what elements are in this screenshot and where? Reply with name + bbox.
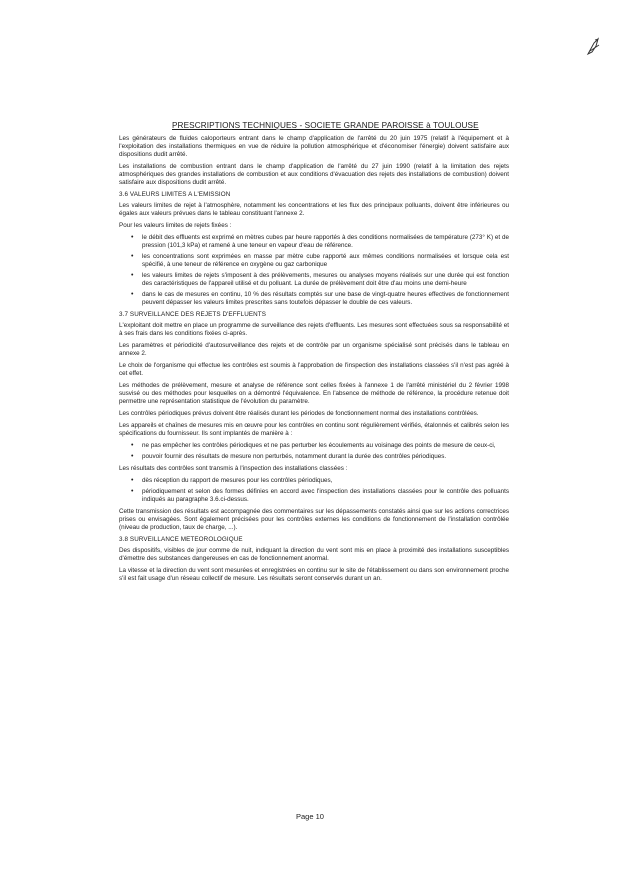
section-heading-3-8: 3.8 SURVEILLANCE METEOROLOGIQUE	[119, 536, 243, 543]
bullet-list	[119, 477, 509, 504]
paragraph: Les installations de combustion entrant dans le champ d'application de l'arrêté du 27 juin 1990 (relatif à la limitation des rejets atmosphériques des grandes installations de combustion et aux conditions d'évacuation des rejets des installations de combustion) doivent satisfaire aux dispositions dudit arrêté.	[119, 163, 509, 186]
section-heading-3-7: 3.7 SURVEILLANCE DES REJETS D'EFFLUENTS	[119, 311, 267, 318]
list-item: • les valeurs limites de rejets s'imposent à des prélèvements, mesures ou analyses moyens réalisés sur une durée qui est fonction des caractéristiques de l'appareil utilisé et du polluant. La durée de prélèvement doit être d'au moins une demi-heure	[142, 272, 509, 288]
paragraph: Les contrôles périodiques prévus doivent être réalisés durant les périodes de fonctionnement normal des installations contrôlées.	[119, 410, 479, 417]
page-number: Page 10	[296, 812, 324, 821]
list-item: • dans le cas de mesures en continu, 10 % des résultats comptés sur une base de vingt-quatre heures effectives de fonctionnement peuvent dépasser les valeurs limites prescrites sans toutefois dépasser le double de ces valeurs.	[142, 291, 509, 307]
paragraph: Les paramètres et périodicité d'autosurveillance des rejets et de contrôle par un organisme spécialisé sont précisés dans le tableau en annexe 2.	[119, 342, 509, 357]
list-item: • dès réception du rapport de mesures pour les contrôles périodiques,	[142, 477, 509, 485]
paragraph: L'exploitant doit mettre en place un programme de surveillance des rejets d'effluents. Les mesures sont effectuées sous sa responsabilité et à ses frais dans les conditions fixées ci-après.	[119, 322, 509, 337]
list-item: • les concentrations sont exprimées en masse par mètre cube rapporté aux mêmes conditions normalisées et lorsque cela est spécifié, à une teneur de référence en oxygène ou gaz carbonique	[142, 253, 509, 269]
paragraph: Des dispositifs, visibles de jour comme de nuit, indiquant la direction du vent sont mis en place à proximité des installations susceptibles d'émettre des substances dangereuses en cas de fonctionnement anormal.	[119, 547, 509, 562]
paragraph: Cette transmission des résultats est accompagnée des commentaires sur les dépassements constatés ainsi que sur les actions correctrices prises ou envisagées. Sont également précisées pour les contrôles externes les conditions de fonctionnement de l'installation contrôlée (niveau de production, taux de charge, ...).	[119, 508, 509, 531]
list-item: • pouvoir fournir des résultats de mesure non perturbés, notamment durant la durée des contrôles périodiques.	[142, 453, 509, 461]
paragraph: Les appareils et chaînes de mesures mis en œuvre pour les contrôles en continu sont régulièrement vérifiés, étalonnés et calibrés selon les spécifications du fournisseur. Ils sont implantés de manière à :	[119, 422, 509, 437]
page-header-title: PRESCRIPTIONS TECHNIQUES - SOCIETE GRANDE PAROISSE à TOULOUSE	[172, 121, 479, 130]
bullet-list	[119, 442, 509, 461]
paragraph: Les résultats des contrôles sont transmis à l'inspection des installations classées :	[119, 465, 348, 472]
paragraph: Pour les valeurs limites de rejets fixées :	[119, 222, 232, 229]
list-item: • le débit des effluents est exprimé en mètres cubes par heure rapportés à des conditions normalisées de température (273° K) et de pression (101,3 kPa) et ramené à une teneur en vapeur d'eau de référence.	[142, 234, 509, 250]
paragraph: Les méthodes de prélèvement, mesure et analyse de référence sont celles fixées à l'annexe 1 de l'arrêté ministériel du 2 février 1998 susvisé ou des méthodes pour lesquelles on a démontré l'équivalence. En l'absence de méthode de référence, la procédure retenue doit permettre une représentation statistique de l'évolution du paramètre.	[119, 382, 509, 405]
paragraph: Le choix de l'organisme qui effectue les contrôles est soumis à l'approbation de l'inspection des installations classées s'il n'est pas agréé à cet effet.	[119, 362, 509, 377]
list-item: • ne pas empêcher les contrôles périodiques et ne pas perturber les écoulements au voisinage des points de mesure de ceux-ci,	[142, 442, 509, 450]
paragraph: Les générateurs de fluides caloporteurs entrant dans le champ d'application de l'arrêté du 20 juin 1975 (relatif à l'équipement et à l'exploitation des installations thermiques en vue de réduire la pollution atmosphérique et d'économiser l'énergie) doivent satisfaire aux dispositions dudit arrêté.	[119, 135, 509, 158]
section-heading-3-6: 3.6 VALEURS LIMITES A L'EMISSION	[119, 191, 231, 198]
list-item: • périodiquement et selon des formes définies en accord avec l'inspection des installations classées pour le contrôle des polluants indiqués au paragraphe 3.6.ci-dessus.	[142, 488, 509, 504]
paragraph: Les valeurs limites de rejet à l'atmosphère, notamment les concentrations et les flux des principaux polluants, doivent être inférieures ou égales aux valeurs prévues dans le tableau constituant l'annexe 2.	[119, 202, 509, 217]
document-body	[119, 135, 509, 587]
paragraph: La vitesse et la direction du vent sont mesurées et enregistrées en continu sur le site de l'établissement ou dans son environnement proche s'il est fait usage d'un réseau collectif de mesure. Les résultats seront conservés durant un an.	[119, 567, 509, 582]
handwritten-mark-icon	[584, 36, 604, 58]
bullet-list	[119, 234, 509, 307]
